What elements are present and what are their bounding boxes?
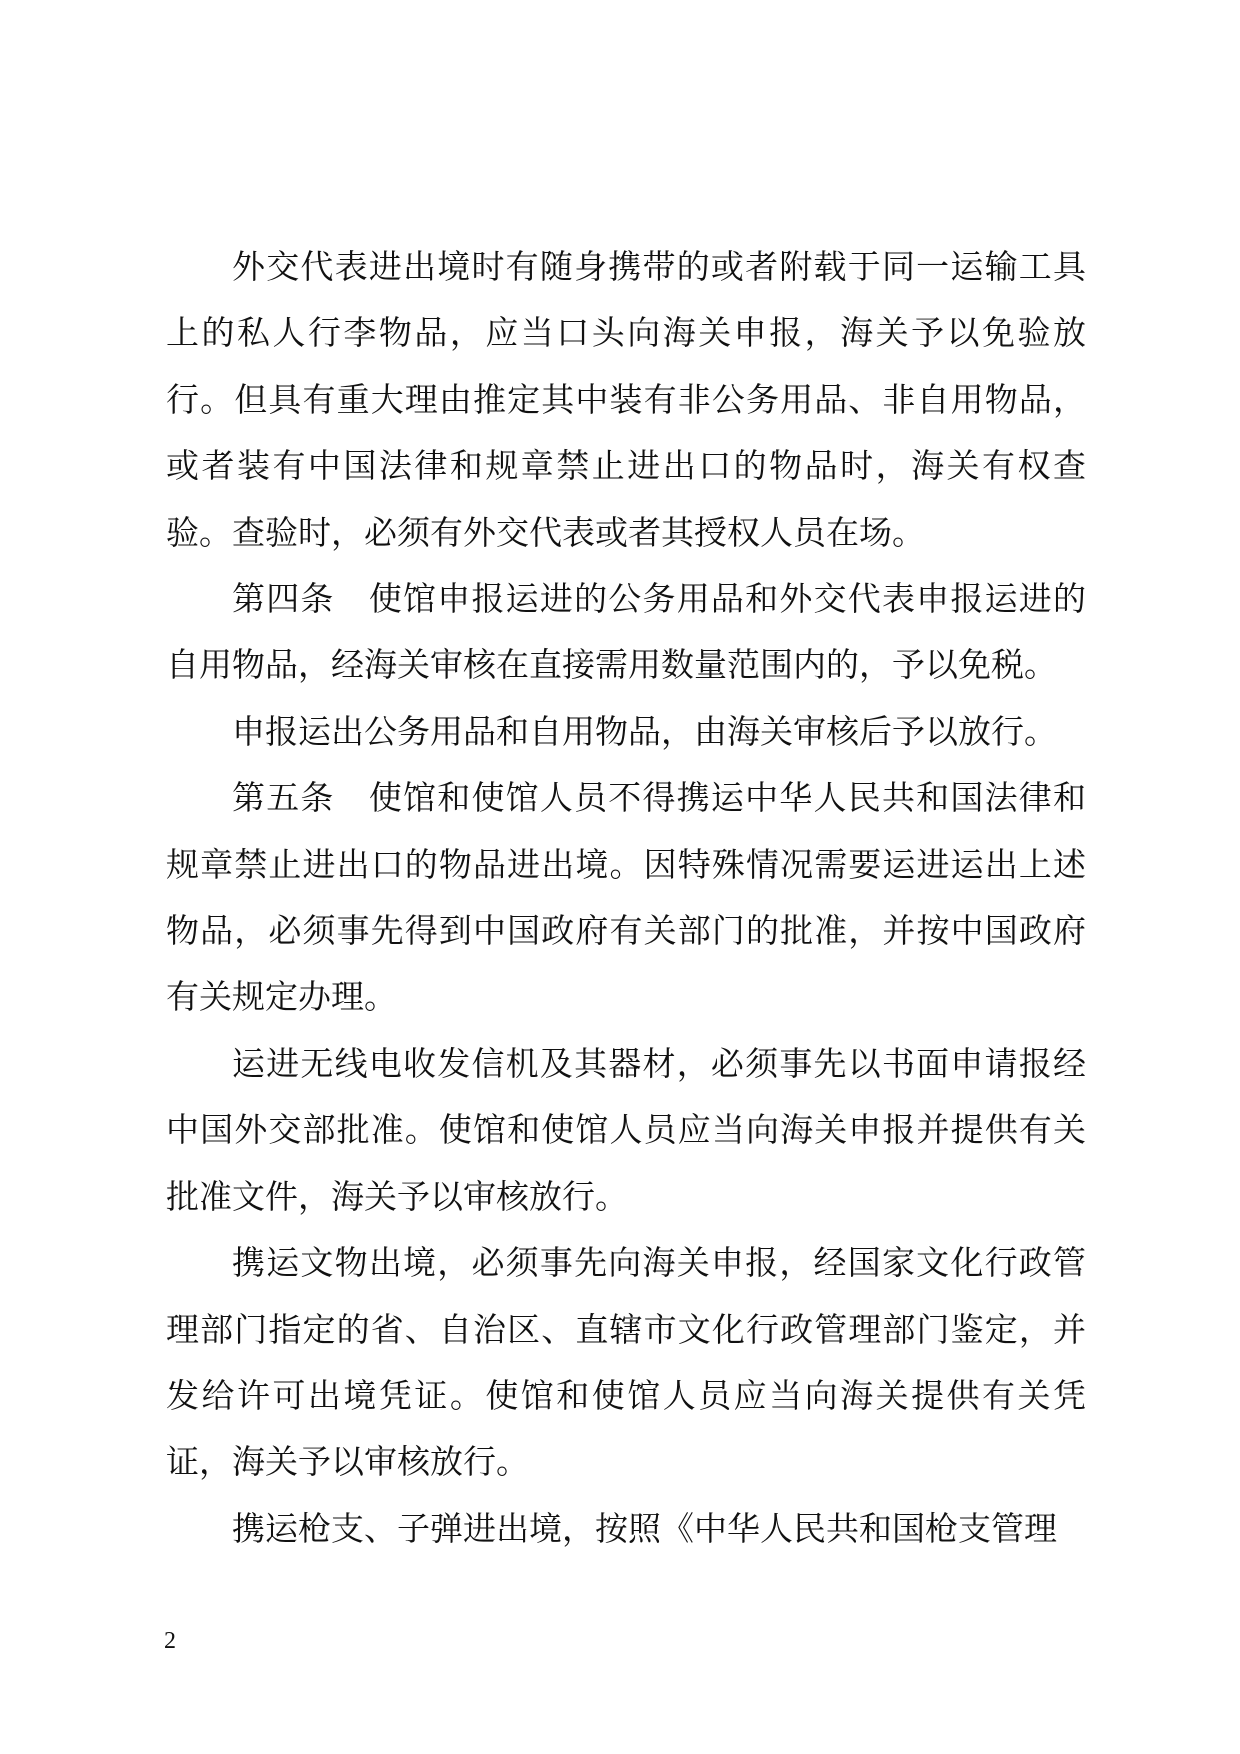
- paragraph-article-5: 第五条 使馆和使馆人员不得携运中华人民共和国法律和规章禁止进出口的物品进出境。因特殊情况需要运进运出上述物品，必须事先得到中国政府有关部门的批准，并按中国政府有关规定办理。: [166, 778, 1086, 1017]
- paragraph-firearms: 携运枪支、子弹进出境，按照《中华人民共和国枪支管理: [232, 1508, 1057, 1548]
- paragraph-cultural-relics: 携运文物出境，必须事先向海关申报，经国家文化行政管理部门指定的省、自治区、直辖市文化行政管理部门鉴定，并发给许可出境凭证。使馆和使馆人员应当向海关提供有关凭证，海关予以审核放行。: [166, 1243, 1086, 1482]
- body-text: [166, 234, 1086, 1562]
- paragraph-inspection: 外交代表进出境时有随身携带的或者附载于同一运输工具上的私人行李物品，应当口头向海关申报，海关予以免验放行。但具有重大理由推定其中装有非公务用品、非自用物品，或者装有中国法律和规章禁止进出口的物品时，海关有权查验。查验时，必须有外交代表或者其授权人员在场。: [166, 247, 1086, 552]
- page-number: 2: [164, 1628, 176, 1654]
- paragraph-radio-equipment: 运进无线电收发信机及其器材，必须事先以书面申请报经中国外交部批准。使馆和使馆人员应当向海关申报并提供有关批准文件，海关予以审核放行。: [166, 1043, 1086, 1216]
- paragraph-export-release: 申报运出公务用品和自用物品，由海关审核后予以放行。: [232, 711, 1057, 751]
- paragraph-article-4: 第四条 使馆申报运进的公务用品和外交代表申报运进的自用物品，经海关审核在直接需用数量范围内的，予以免税。: [166, 579, 1086, 685]
